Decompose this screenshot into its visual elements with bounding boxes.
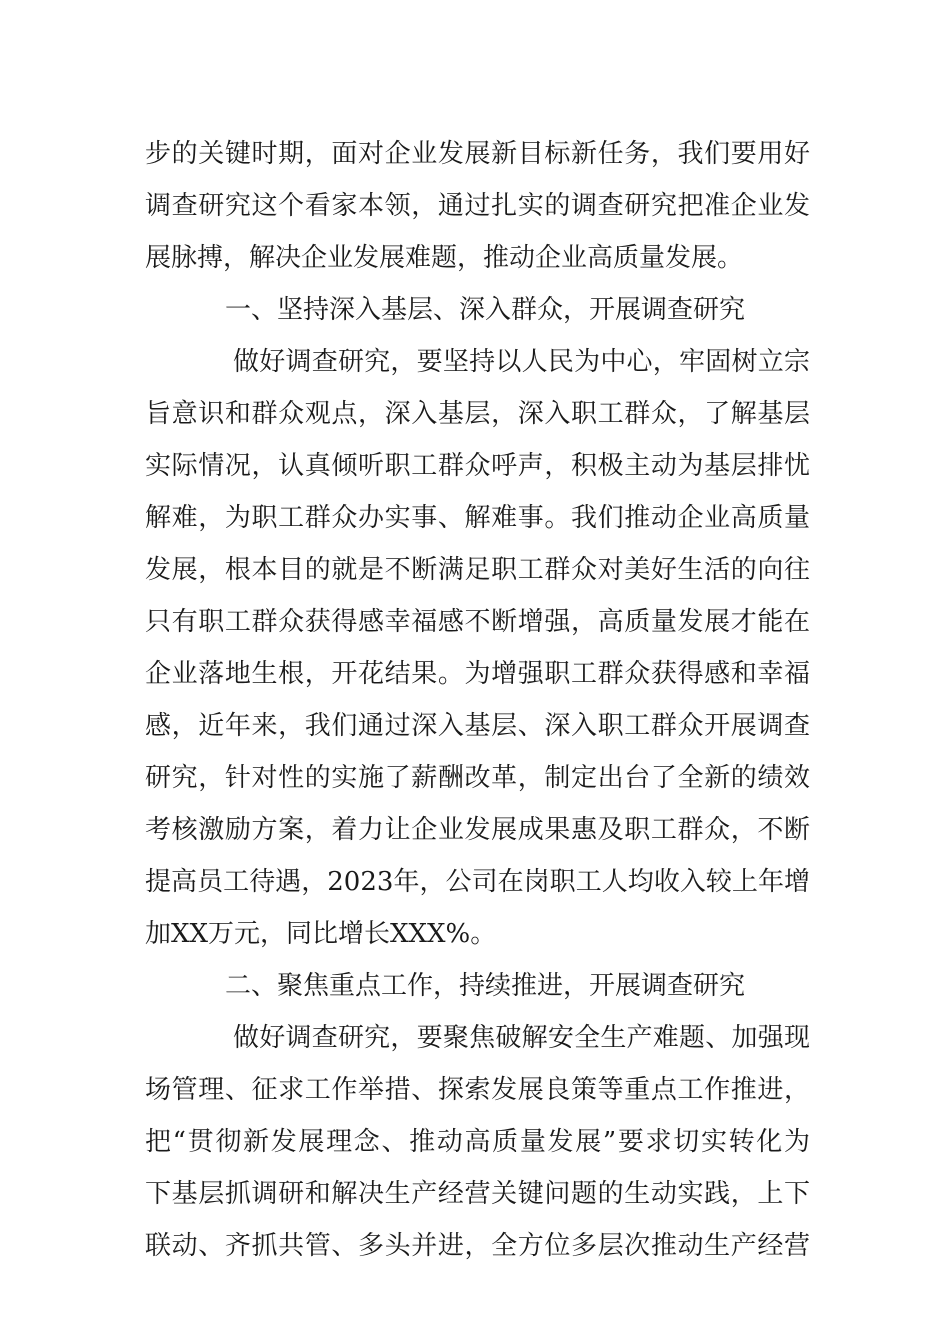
- paragraph-line: 只有职工群众获得感幸福感不断增强，高质量发展才能在: [145, 607, 810, 637]
- paragraph-line: 下基层抓调研和解决生产经营关键问题的生动实践，上下: [145, 1179, 810, 1209]
- paragraph-line: 场管理、征求工作举措、探索发展良策等重点工作推进，: [145, 1075, 810, 1105]
- paragraph-line: 展脉搏，解决企业发展难题，推动企业高质量发展。: [145, 243, 744, 273]
- document-body: [145, 128, 810, 1272]
- paragraph-line: 做好调查研究，要坚持以人民为中心，牢固树立宗: [233, 347, 810, 377]
- section-heading-1: 一、坚持深入基层、深入群众，开展调查研究: [225, 295, 746, 325]
- paragraph-line: 旨意识和群众观点，深入基层，深入职工群众，了解基层: [145, 399, 810, 429]
- section-heading-2: 二、聚焦重点工作，持续推进，开展调查研究: [225, 971, 746, 1001]
- paragraph-line: 做好调查研究，要聚焦破解安全生产难题、加强现: [233, 1023, 810, 1053]
- paragraph-line: 实际情况，认真倾听职工群众呼声，积极主动为基层排忧: [145, 451, 810, 481]
- paragraph-line: 研究，针对性的实施了薪酬改革，制定出台了全新的绩效: [145, 763, 810, 793]
- paragraph-line: 加XX万元，同比增长XXX%。: [145, 919, 497, 949]
- paragraph-line: 调查研究这个看家本领，通过扎实的调查研究把准企业发: [145, 191, 810, 221]
- paragraph-line: 提高员工待遇，2023年，公司在岗职工人均收入较上年增: [145, 867, 810, 897]
- paragraph-line: 把“贯彻新发展理念、推动高质量发展”要求切实转化为: [145, 1127, 810, 1157]
- paragraph-line: 解难，为职工群众办实事、解难事。我们推动企业高质量: [145, 503, 810, 533]
- paragraph-line: 发展，根本目的就是不断满足职工群众对美好生活的向往: [145, 555, 810, 585]
- paragraph-line: 感，近年来，我们通过深入基层、深入职工群众开展调查: [145, 711, 810, 741]
- paragraph-line: 步的关键时期，面对企业发展新目标新任务，我们要用好: [145, 139, 810, 169]
- paragraph-line: 企业落地生根，开花结果。为增强职工群众获得感和幸福: [145, 659, 810, 689]
- paragraph-line: 考核激励方案，着力让企业发展成果惠及职工群众，不断: [145, 815, 810, 845]
- paragraph-line: 联动、齐抓共管、多头并进，全方位多层次推动生产经营: [145, 1231, 810, 1261]
